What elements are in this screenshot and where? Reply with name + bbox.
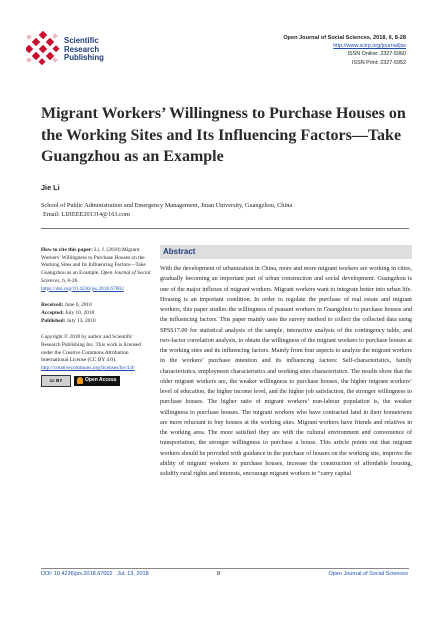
copyright-text: Copyright © 2018 by author and Scientific Research Publishing Inc. This work is licensed under the Creative Commons Attribution International License (CC BY 4.0). [41, 334, 142, 364]
cc-by-icon[interactable]: cc BY [41, 375, 71, 387]
journal-url-link[interactable]: http://www.scirp.org/journal/jss [333, 43, 406, 50]
received-label: Received: [41, 302, 64, 309]
copyright-notice [41, 334, 153, 387]
open-access-badge[interactable] [74, 376, 120, 386]
logo-line: Scientific [64, 36, 99, 45]
license-link[interactable]: http://creativecommons.org/licenses/by/4.0/ [41, 365, 135, 372]
title-divider [41, 228, 409, 229]
logo-line: Research [64, 44, 100, 54]
accepted-label: Accepted: [41, 309, 64, 316]
logo-line: Publishing [64, 53, 104, 63]
issn-online: ISSN Online: 2327-5960 [347, 51, 406, 58]
footer-date: Jul. 13, 2018 [117, 571, 149, 577]
page-number: 8 [217, 571, 221, 577]
published-date: July 13, 2018 [66, 317, 96, 324]
publisher-logo-text [64, 37, 104, 63]
footer-doi[interactable]: DOI: 10.4236/jss.2018.67002 [41, 571, 113, 577]
author-affiliation: School of Public Administration and Emergency Management, Jinan University, Guangzhou, China [41, 202, 293, 209]
license-badges [41, 375, 120, 387]
article-info-sidebar [41, 247, 153, 396]
author-email[interactable]: Email: LIJIEEE201314@163.com [43, 211, 130, 218]
cite-journal: Open Journal of Social Sciences [41, 270, 151, 284]
abstract-header [160, 245, 412, 259]
issn-print: ISSN Print: 2327-5952 [352, 59, 406, 66]
cite-volume: , 6, 8-28. [59, 277, 79, 284]
cite-label: How to cite this paper: [41, 247, 93, 253]
author-name: Jie Li [41, 183, 60, 192]
footer-divider [41, 568, 409, 569]
received-date: June 6, 2018 [64, 302, 92, 309]
footer-left [41, 571, 149, 577]
dates [41, 302, 153, 325]
scirp-logo-icon [26, 31, 60, 65]
citation [41, 247, 153, 293]
journal-reference: Open Journal of Social Sciences, 2018, 6, 8-28 [283, 35, 406, 41]
journal-meta [283, 34, 406, 67]
abstract-text: With the development of urbanization in China, more and more migrant workers are working in cities, gradually becoming an important part of urban construction and social development. Guangzhou is one of the major influxes of migrant workers. Migrant workers want to integrate better into urban life. Housing is an important condition. In order to regulate the purchase of real estate and migrant workers, this paper studies the willingness of peasant workers in Guangzhou to purchase houses and the influencing factors. This paper mainly uses the survey method to collect the collected data using SPSS17.00 for statistical analysis of the sample, interactive analysis of the contingency table, and two-factor correlation analysis, to obtain the willingness of the migrant workers to purchase houses at the working sites and its influencing factors. Mainly from four aspects to analyze the migrant workers in the workers’ purchase intention and its influencing factors: Self-characteristics, family characteristics, employment characteristics and working sites characteristics. The results show that the older migrant workers are, the weaker willingness to purchase houses, the higher migrant workers’ level of education, the higher income level, and the higher job satisfaction, the stronger willingness to purchase houses. The higher ratio of migrant workers’ non-labour population is, the weaker willingness to purchase houses. The migrant workers who have contracted land in their hometowns are more reluctant to buy houses at the working sites. Migrant workers have friends and relatives in the working area. The more satisfied they are with the cultural environment and convenience of transportation, the stronger willingness to purchase a house. This article points out that migrant workers should be provided with guidance in the purchase of houses on the working site, improve the ability of migrant workers to purchase houses, increase the construction of affordable housing, solidify rural rights and interests, encourage migrant workers to “carry capital [160, 266, 412, 477]
paper-title: Migrant Workers’ Willingness to Purchase Houses on the Working Sites and Its Influencing Factors—Take Guangzhou as an Example [41, 105, 406, 165]
abstract-heading: Abstract [163, 246, 196, 256]
cite-doi-link[interactable]: https://doi.org/10.4236/jss.2018.67002 [41, 285, 124, 292]
published-label: Published: [41, 317, 66, 324]
cite-text: Li, J. (2018) Migrant Workers’ Willingness to Purchase Houses on the Working Sites and Its Influencing Factors—Take Guangzhou as an Example. [41, 247, 146, 277]
open-access-label: Open Access [85, 376, 117, 383]
open-lock-icon [77, 377, 83, 384]
accepted-date: July 10, 2018 [65, 309, 95, 316]
footer-journal: Open Journal of Social Sciences [328, 571, 408, 577]
